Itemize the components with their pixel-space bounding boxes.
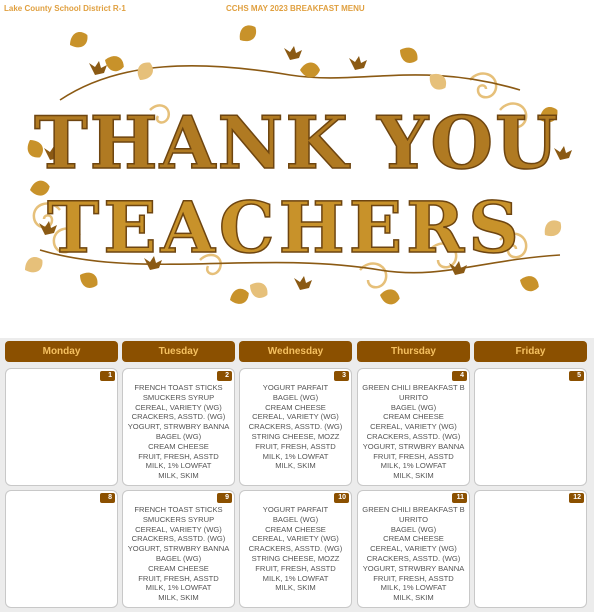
menu-item: BAGEL (WG) [390, 524, 437, 534]
date-badge: 10 [334, 493, 349, 503]
date-badge: 9 [217, 493, 232, 503]
menu-item-list [123, 505, 234, 603]
menu-item: YOGURT PARFAIT [262, 505, 329, 514]
day-header-wednesday: Wednesday [239, 341, 352, 362]
menu-item-list [358, 505, 469, 603]
menu-item: STRING CHEESE, MOZZ [251, 431, 340, 441]
menu-item: MILK, SKIM [158, 593, 199, 603]
menu-item: MILK, SKIM [393, 593, 434, 603]
menu-item: CRACKERS, ASSTD. (WG) [366, 553, 461, 563]
menu-item: SMUCKERS SYRUP [142, 514, 215, 524]
menu-item: MILK, SKIM [275, 461, 316, 471]
menu-item: CREAM CHEESE [265, 524, 326, 534]
day-header-tuesday: Tuesday [122, 341, 235, 362]
menu-item-list [240, 383, 351, 471]
menu-item: FRUIT, FRESH, ASSTD [138, 451, 219, 461]
menu-item: BAGEL (WG) [390, 402, 437, 412]
menu-item: FRUIT, FRESH, ASSTD [255, 441, 336, 451]
menu-item: MILK, 1% LOWFAT [262, 451, 329, 461]
menu-item-list [358, 383, 469, 481]
menu-item: YOGURT, STRWBRY BANNA [362, 563, 465, 573]
menu-item: CREAM CHEESE [383, 534, 444, 544]
menu-item-list [240, 505, 351, 593]
banner-line-2: TEACHERS [47, 186, 523, 269]
thank-you-teachers-banner [0, 20, 594, 338]
menu-item: FRUIT, FRESH, ASSTD [138, 573, 219, 583]
day-cell [5, 368, 118, 486]
day-cell [239, 368, 352, 486]
date-badge: 4 [452, 371, 467, 381]
menu-item: BAGEL (WG) [155, 553, 202, 563]
menu-item: STRING CHEESE, MOZZ [251, 553, 340, 563]
menu-item: CEREAL, VARIETY (WG) [135, 524, 222, 534]
menu-item: MILK, 1% LOWFAT [380, 583, 447, 593]
menu-item: GREEN CHILI BREAKFAST B [362, 383, 465, 392]
banner-line-1: THANK YOU [34, 100, 560, 185]
menu-item: CRACKERS, ASSTD. (WG) [248, 422, 343, 432]
menu-item: FRENCH TOAST STICKS [134, 383, 223, 392]
menu-item: FRUIT, FRESH, ASSTD [373, 451, 454, 461]
menu-item: CREAM CHEESE [383, 412, 444, 422]
menu-item: BAGEL (WG) [155, 431, 202, 441]
menu-item: CRACKERS, ASSTD. (WG) [131, 412, 226, 422]
day-cell [122, 368, 235, 486]
menu-item: MILK, 1% LOWFAT [145, 461, 212, 471]
menu-item: MILK, 1% LOWFAT [262, 573, 329, 583]
menu-item: CREAM CHEESE [265, 402, 326, 412]
menu-item: CRACKERS, ASSTD. (WG) [131, 534, 226, 544]
menu-item: CRACKERS, ASSTD. (WG) [248, 544, 343, 554]
menu-item: CRACKERS, ASSTD. (WG) [366, 431, 461, 441]
menu-item: MILK, SKIM [393, 471, 434, 481]
menu-item: URRITO [399, 392, 428, 402]
menu-item: CREAM CHEESE [148, 563, 209, 573]
menu-item: MILK, 1% LOWFAT [145, 583, 212, 593]
menu-item: YOGURT, STRWBRY BANNA [127, 544, 230, 554]
menu-item: GREEN CHILI BREAKFAST B [362, 505, 465, 514]
day-cell [5, 490, 118, 608]
date-badge: 8 [100, 493, 115, 503]
menu-item: MILK, SKIM [275, 583, 316, 593]
menu-item: FRUIT, FRESH, ASSTD [255, 563, 336, 573]
menu-item: YOGURT PARFAIT [262, 383, 329, 392]
day-cell [474, 490, 587, 608]
menu-item: MILK, 1% LOWFAT [380, 461, 447, 471]
date-badge: 5 [569, 371, 584, 381]
menu-title: CCHS MAY 2023 BREAKFAST MENU [226, 4, 365, 13]
date-badge: 12 [569, 493, 584, 503]
menu-item: BAGEL (WG) [272, 514, 319, 524]
day-cell [239, 490, 352, 608]
menu-item: URRITO [399, 514, 428, 524]
menu-item: YOGURT, STRWBRY BANNA [127, 422, 230, 432]
date-badge: 11 [452, 493, 467, 503]
menu-item: YOGURT, STRWBRY BANNA [362, 441, 465, 451]
day-cell [122, 490, 235, 608]
menu-item: SMUCKERS SYRUP [142, 392, 215, 402]
day-cell [357, 368, 470, 486]
menu-item-list [123, 383, 234, 481]
menu-item: CEREAL, VARIETY (WG) [370, 544, 457, 554]
menu-item: FRENCH TOAST STICKS [134, 505, 223, 514]
day-cell [357, 490, 470, 608]
date-badge: 3 [334, 371, 349, 381]
menu-item: CEREAL, VARIETY (WG) [135, 402, 222, 412]
menu-item: CEREAL, VARIETY (WG) [370, 422, 457, 432]
menu-item: FRUIT, FRESH, ASSTD [373, 573, 454, 583]
menu-item: MILK, SKIM [158, 471, 199, 481]
day-header-monday: Monday [5, 341, 118, 362]
date-badge: 1 [100, 371, 115, 381]
day-cell [474, 368, 587, 486]
district-name: Lake County School District R-1 [4, 4, 126, 13]
date-badge: 2 [217, 371, 232, 381]
menu-item: CREAM CHEESE [148, 441, 209, 451]
menu-item: CEREAL, VARIETY (WG) [252, 412, 339, 422]
day-header-thursday: Thursday [357, 341, 470, 362]
menu-item: CEREAL, VARIETY (WG) [252, 534, 339, 544]
menu-item: BAGEL (WG) [272, 392, 319, 402]
day-header-friday: Friday [474, 341, 587, 362]
